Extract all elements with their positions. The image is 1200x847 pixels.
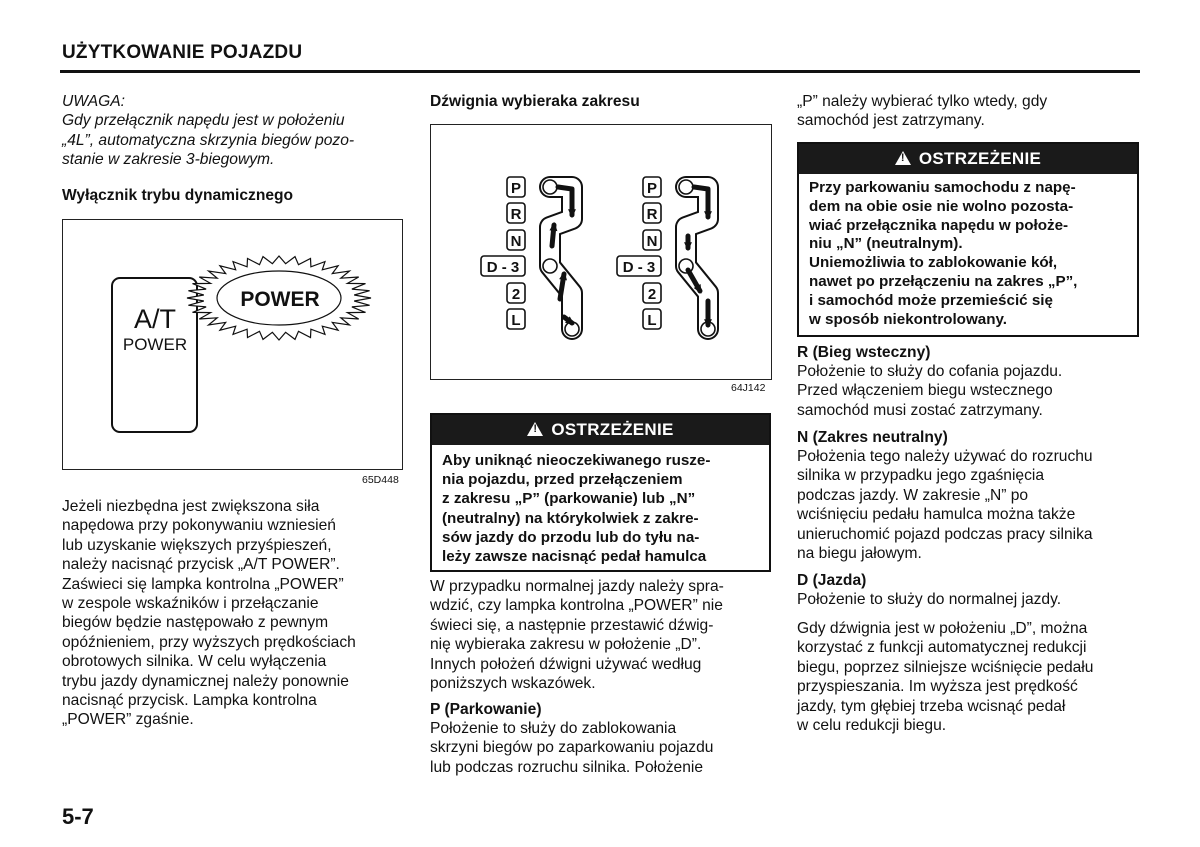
drive-heading: D (Jazda) [797, 572, 867, 589]
paragraph-line: silnika w przypadku jego zgaśnięcia [797, 467, 1045, 485]
warning-title: OSTRZEŻENIE [551, 420, 674, 439]
warning-triangle-icon [527, 422, 543, 436]
warning-line: nawet po przełączeniu na zakres „P”, [809, 272, 1078, 290]
neutral-heading: N (Zakres neutralny) [797, 429, 948, 446]
note-line: „4L”, automatyczna skrzynia biegów pozo- [62, 131, 355, 149]
header-rule [60, 70, 1140, 73]
paragraph-line: obrotowych silnika. W celu wyłączenia [62, 653, 327, 671]
warning-triangle-icon [895, 151, 911, 165]
warning-text [799, 174, 1137, 337]
neutral-paragraph [797, 447, 1138, 563]
power-switch-illustration [63, 220, 402, 469]
note-block [62, 92, 402, 170]
park-continued-paragraph [797, 92, 1138, 131]
paragraph-line: należy nacisnąć przycisk „A/T POWER”. [62, 556, 340, 574]
dynamic-mode-heading: Wyłącznik trybu dynamicznego [62, 187, 294, 204]
warning-line: nia pojazdu, przed przełączeniem [442, 471, 683, 489]
paragraph-line: lub podczas rozruchu silnika. Położenie [430, 758, 704, 776]
paragraph-line: poniższych wskazówek. [430, 675, 596, 693]
at-power-button-label-top: A/T [133, 304, 177, 334]
warning-line: niu „N” (neutralnym). [809, 235, 963, 253]
shift-pattern-illustration [431, 125, 771, 379]
paragraph-line: Innych położeń dźwigni używać według [430, 655, 702, 673]
warning-box [797, 142, 1139, 337]
page-number: 5-7 [62, 804, 94, 829]
page-header-title: UŻYTKOWANIE POJAZDU [62, 42, 303, 63]
paragraph-line: biegu, poprzez silniejsze wciśnięcie pedału [797, 658, 1094, 676]
paragraph-line: korzystać z funkcji automatycznej redukcji [797, 639, 1087, 657]
warning-line: dem na obie osie nie wolno pozosta- [809, 197, 1074, 215]
paragraph-line: w zespole wskaźników i przełączanie [62, 595, 319, 613]
paragraph-line: trybu jazdy dynamicznej należy ponownie [62, 672, 349, 690]
paragraph-line: Przed włączeniem biegu wstecznego [797, 382, 1053, 400]
paragraph-line: wdzić, czy lampka kontrolna „POWER” nie [430, 597, 723, 615]
warning-line: Przy parkowaniu samochodu z napę- [809, 179, 1076, 196]
gear-label: R [646, 206, 658, 223]
figure-code: 64J142 [731, 382, 766, 394]
lever-position-circle [543, 180, 557, 194]
paragraph-line: przyspieszania. Im wyższa jest prędkość [797, 678, 1078, 696]
gear-label: D - 3 [486, 259, 520, 276]
paragraph-line: „P” należy wybierać tylko wtedy, gdy [797, 93, 1048, 110]
warning-line: z zakresu „P” (parkowanie) lub „N” [442, 490, 696, 508]
power-indicator-label: POWER [240, 288, 320, 311]
paragraph-line: Położenie to służy do zablokowania [430, 720, 677, 737]
paragraph-line: biegów będzie następowało z pewnym [62, 614, 329, 632]
warning-line: i samochód może przemieścić się [809, 291, 1053, 309]
note-line: Gdy przełącznik napędu jest w położeniu [62, 112, 345, 130]
warning-line: sów jazdy do przodu lub do tyłu na- [442, 528, 700, 546]
gear-label: D - 3 [622, 259, 656, 276]
paragraph-line: samochód musi zostać zatrzymany. [797, 401, 1043, 419]
warning-line: Uniemożliwia to zablokowanie kół, [809, 254, 1058, 272]
gear-label: 2 [647, 286, 657, 303]
paragraph-line: W przypadku normalnej jazdy należy spra- [430, 578, 724, 595]
paragraph-line: opóźnieniem, przy wyższych prędkościach [62, 633, 356, 651]
lever-position-circle [543, 259, 557, 273]
warning-line: (neutralny) na którykolwiek z zakre- [442, 509, 699, 527]
warning-line: w sposób niekontrolowany. [809, 310, 1008, 328]
paragraph-line: samochód jest zatrzymany. [797, 112, 985, 130]
warning-line: Aby uniknąć nieoczekiwanego rusze- [442, 452, 711, 469]
paragraph-line: Zaświeci się lampka kontrolna „POWER” [62, 575, 344, 593]
paragraph-line: unieruchomić pojazd podczas pracy silnika [797, 525, 1093, 543]
lever-position-circle [679, 180, 693, 194]
paragraph-line: świeci się, a następnie przestawić dźwig- [430, 616, 714, 634]
note-line: UWAGA: [62, 93, 125, 110]
paragraph-line: Położenia tego należy używać do rozruchu [797, 448, 1093, 465]
paragraph-line: w celu redukcji biegu. [797, 717, 947, 735]
warning-title: OSTRZEŻENIE [918, 149, 1042, 168]
warning-text [432, 445, 769, 574]
paragraph-line: lub uzyskanie większych przyśpieszeń, [62, 536, 332, 554]
paragraph-line: na biegu jałowym. [797, 545, 922, 563]
dynamic-mode-paragraph [62, 497, 402, 730]
gear-label: N [510, 233, 522, 250]
warning-line: wiać przełącznika napędu w położe- [809, 216, 1069, 234]
paragraph-line: Gdy dźwignia jest w położeniu „D”, można [797, 620, 1088, 637]
at-power-button-label-bottom: POWER [122, 335, 188, 354]
gear-label: P [646, 180, 658, 197]
selector-lever-figure [430, 124, 772, 380]
paragraph-line: nacisnąć przycisk. Lampka kontrolna [62, 692, 317, 710]
selector-lever-heading: Dźwignia wybieraka zakresu [430, 93, 640, 110]
paragraph-line: skrzyni biegów po zaparkowaniu pojazdu [430, 739, 714, 757]
paragraph-line: wciśnięciu pedału hamulca można także [797, 506, 1076, 524]
figure-code: 65D448 [362, 474, 399, 486]
gear-label: 2 [511, 286, 521, 303]
warning-box [430, 413, 771, 572]
shift-pattern-panel [481, 177, 579, 336]
reverse-heading: R (Bieg wsteczny) [797, 344, 931, 361]
paragraph-line: Jeżeli niezbędna jest zwiększona siła [62, 498, 320, 515]
paragraph-line: Położenie to służy do normalnej jazdy. [797, 591, 1062, 608]
power-switch-figure [62, 219, 403, 470]
warning-line: leży zawsze nacisnąć pedał hamulca [442, 548, 707, 566]
paragraph-line: nię wybieraka zakresu w położenie „D”. [430, 636, 702, 654]
gear-label: N [646, 233, 658, 250]
paragraph-line: jazdy, tym głębiej trzeba wcisnąć pedał [797, 697, 1066, 715]
drive-paragraph [797, 590, 1138, 609]
paragraph-line: napędowa przy pokonywaniu wzniesień [62, 517, 336, 535]
note-line: stanie w zakresie 3-biegowym. [62, 151, 275, 169]
normal-driving-paragraph [430, 577, 770, 693]
reverse-paragraph [797, 362, 1138, 420]
warning-header [799, 144, 1137, 174]
paragraph-line: „POWER” zgaśnie. [62, 711, 194, 729]
gear-label: L [647, 312, 657, 329]
gear-label: L [511, 312, 521, 329]
paragraph-line: Położenie to służy do cofania pojazdu. [797, 363, 1063, 380]
kickdown-paragraph [797, 619, 1138, 735]
park-heading: P (Parkowanie) [430, 701, 542, 718]
paragraph-line: podczas jazdy. W zakresie „N” po [797, 486, 1029, 504]
gear-label: P [510, 180, 522, 197]
park-paragraph [430, 719, 770, 777]
gear-label: R [510, 206, 522, 223]
at-power-button [112, 278, 197, 432]
shift-pattern-panel [617, 177, 715, 336]
warning-header [432, 415, 769, 445]
